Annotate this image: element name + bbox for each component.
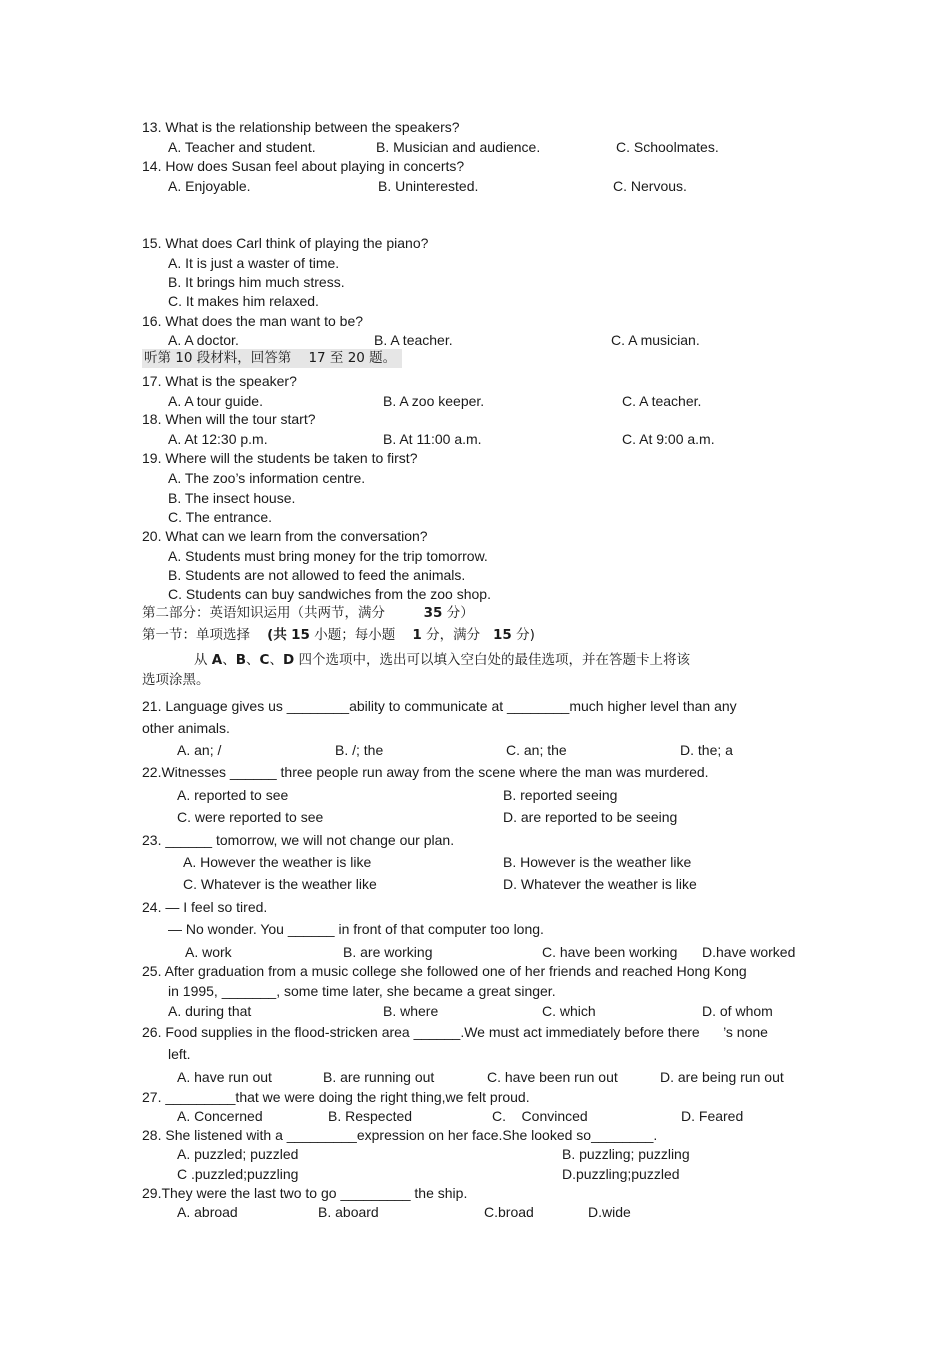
question-19-option-c[interactable]: C. The entrance. [168,509,273,525]
question-13-option-a[interactable]: A. Teacher and student. [168,139,316,155]
question-28-option-a[interactable]: A. puzzled; puzzled [177,1146,299,1162]
question-27-option-d[interactable]: D. Feared [681,1108,744,1124]
question-27-option-a[interactable]: A. Concerned [177,1108,263,1124]
question-21-option-d[interactable]: D. the; a [680,742,733,758]
question-15-option-b[interactable]: B. It brings him much stress. [168,274,345,290]
question-23-option-b[interactable]: B. However is the weather like [503,854,692,870]
question-16-option-a[interactable]: A. A doctor. [168,332,239,348]
part-2-header: 第二部分：英语知识运用（共两节，满分 35 分） [142,605,474,621]
instructions-line-2: 选项涂黑。 [142,672,210,688]
question-18-stem: 18. When will the tour start? [142,411,316,427]
question-13-option-c[interactable]: C. Schoolmates. [616,139,719,155]
section-1-header: 第一节：单项选择 (共 15 小题；每小题 1 分，满分 15 分) [142,627,535,643]
question-24-stem-line-2: — No wonder. You ______ in front of that computer too long. [168,921,544,937]
question-22-option-b[interactable]: B. reported seeing [503,787,618,803]
question-22-option-c[interactable]: C. were reported to see [177,809,324,825]
question-29-option-b[interactable]: B. aboard [318,1204,379,1220]
question-18-option-b[interactable]: B. At 11:00 a.m. [383,431,482,447]
question-14-option-b[interactable]: B. Uninterested. [378,178,479,194]
question-23-stem: 23. ______ tomorrow, we will not change our plan. [142,832,455,848]
question-21-stem: 21. Language gives us ________ability to communicate at ________much higher level than any [142,698,737,714]
question-25-option-d[interactable]: D. of whom [702,1003,773,1019]
question-28-stem: 28. She listened with a _________expression on her face.She looked so________. [142,1127,658,1143]
question-26-option-c[interactable]: C. have been run out [487,1069,618,1085]
question-13-option-b[interactable]: B. Musician and audience. [376,139,541,155]
listening-section-header: 听第 10 段材料，回答第 17 至 20 题。 [142,349,402,368]
question-23-option-c[interactable]: C. Whatever is the weather like [183,876,377,892]
question-26-option-a[interactable]: A. have run out [177,1069,272,1085]
question-14-option-a[interactable]: A. Enjoyable. [168,178,251,194]
question-29-option-a[interactable]: A. abroad [177,1204,238,1220]
question-25-option-b[interactable]: B. where [383,1003,439,1019]
question-22-stem: 22.Witnesses ______ three people run away from the scene where the man was murdered. [142,764,709,780]
question-21-option-c[interactable]: C. an; the [506,742,567,758]
question-29-option-c[interactable]: C.broad [484,1204,534,1220]
question-28-option-c[interactable]: C .puzzled;puzzling [177,1166,299,1182]
question-29-option-d[interactable]: D.wide [588,1204,631,1220]
question-18-option-c[interactable]: C. At 9:00 a.m. [622,431,715,447]
question-28-option-d[interactable]: D.puzzling;puzzled [562,1166,680,1182]
question-28-option-b[interactable]: B. puzzling; puzzling [562,1146,690,1162]
question-26-option-d[interactable]: D. are being run out [660,1069,784,1085]
question-24-option-d[interactable]: D.have worked [702,944,796,960]
question-25-option-c[interactable]: C. which [542,1003,596,1019]
question-17-option-a[interactable]: A. A tour guide. [168,393,263,409]
question-14-option-c[interactable]: C. Nervous. [613,178,687,194]
question-23-option-a[interactable]: A. However the weather is like [183,854,372,870]
question-20-option-c[interactable]: C. Students can buy sandwiches from the zoo shop. [168,586,491,602]
question-21-stem-line-2: other animals. [142,720,230,736]
question-23-option-d[interactable]: D. Whatever the weather is like [503,876,697,892]
question-14-stem: 14. How does Susan feel about playing in concerts? [142,158,465,174]
question-17-option-b[interactable]: B. A zoo keeper. [383,393,485,409]
question-19-option-a[interactable]: A. The zoo’s information centre. [168,470,366,486]
question-27-stem: 27. _________that we were doing the right thing,we felt proud. [142,1089,530,1105]
question-15-stem: 15. What does Carl think of playing the piano? [142,235,429,251]
question-17-stem: 17. What is the speaker? [142,373,297,389]
question-16-stem: 16. What does the man want to be? [142,313,364,329]
question-20-option-a[interactable]: A. Students must bring money for the trip tomorrow. [168,548,488,564]
question-27-option-b[interactable]: B. Respected [328,1108,413,1124]
instructions-line-1: 从 A、B、C、D 四个选项中，选出可以填入空白处的最佳选项，并在答题卡上将该 [194,652,690,668]
question-21-option-a[interactable]: A. an; / [177,742,222,758]
question-24-option-b[interactable]: B. are working [343,944,433,960]
question-13-stem: 13. What is the relationship between the speakers? [142,119,460,135]
question-17-option-c[interactable]: C. A teacher. [622,393,702,409]
question-26-stem: 26. Food supplies in the flood-stricken area ______.We must act immediately before there ’s none [142,1024,768,1040]
question-22-option-a[interactable]: A. reported to see [177,787,289,803]
question-19-option-b[interactable]: B. The insect house. [168,490,296,506]
question-19-stem: 19. Where will the students be taken to first? [142,450,418,466]
question-25-option-a[interactable]: A. during that [168,1003,252,1019]
question-20-stem: 20. What can we learn from the conversation? [142,528,428,544]
question-21-option-b[interactable]: B. /; the [335,742,384,758]
question-16-option-b[interactable]: B. A teacher. [374,332,453,348]
question-25-stem: 25. After graduation from a music college she followed one of her friends and reached Hong Kong [142,963,747,979]
question-22-option-d[interactable]: D. are reported to be seeing [503,809,678,825]
question-26-option-b[interactable]: B. are running out [323,1069,435,1085]
question-15-option-a[interactable]: A. It is just a waster of time. [168,255,340,271]
question-24-option-c[interactable]: C. have been working [542,944,678,960]
question-29-stem: 29.They were the last two to go _________ the ship. [142,1185,468,1201]
question-26-stem-line-2: left. [168,1046,191,1062]
question-24-stem: 24. — I feel so tired. [142,899,268,915]
question-25-stem-line-2: in 1995, _______, some time later, she became a great singer. [168,983,556,999]
question-27-option-c[interactable]: C. Convinced [492,1108,588,1124]
question-16-option-c[interactable]: C. A musician. [611,332,700,348]
question-24-option-a[interactable]: A. work [185,944,232,960]
question-18-option-a[interactable]: A. At 12:30 p.m. [168,431,268,447]
question-15-option-c[interactable]: C. It makes him relaxed. [168,293,319,309]
question-20-option-b[interactable]: B. Students are not allowed to feed the animals. [168,567,466,583]
